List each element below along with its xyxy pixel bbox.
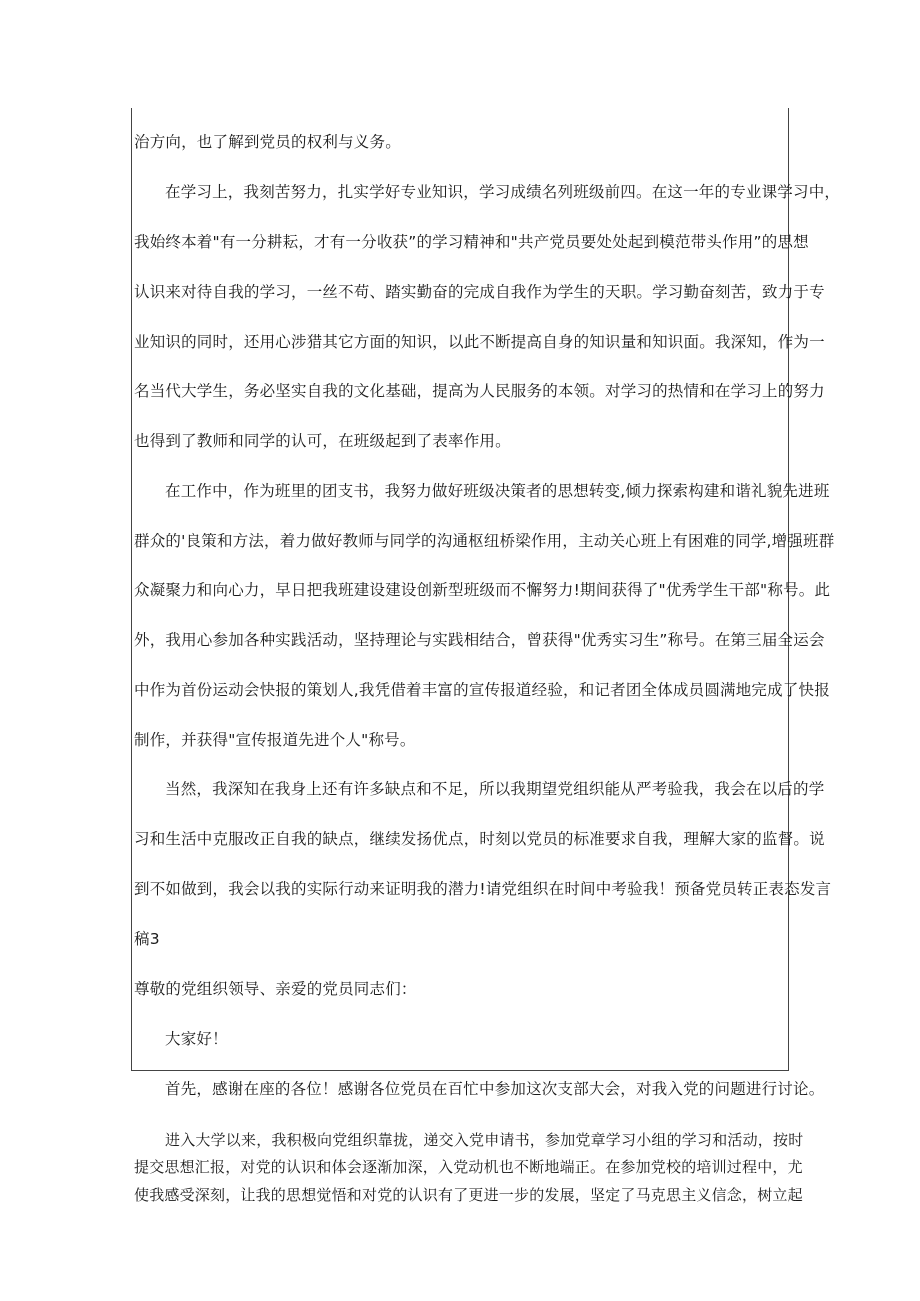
greeting: 大家好！	[165, 1030, 228, 1048]
paragraph-line: 我始终本着"有一分耕耘，才有一分收获”的学习精神和"共产党员要处处起到模范带头作用”的思想	[134, 233, 809, 251]
paragraph-line: 也得到了教师和同学的认可，在班级起到了表率作用。	[134, 432, 511, 450]
paragraph-line: 习和生活中克服改正自我的缺点，继续发扬优点，时刻以党员的标准要求自我，理解大家的监督。说	[134, 830, 825, 848]
paragraph-line: 提交思想汇报，对党的认识和体会逐渐加深，入党动机也不断地端正。在参加党校的培训过程中，尤	[134, 1158, 803, 1176]
paragraph-line: 名当代大学生，务必坚实自我的文化基础，提高为人民服务的本领。对学习的热情和在学习上的努力	[134, 382, 825, 400]
paragraph-line: 在工作中，作为班里的团支书，我努力做好班级决策者的思想转变,倾力探索构建和谐礼貌先进班	[165, 482, 830, 500]
paragraph-line: 群众的'良策和方法，着力做好教师与同学的沟通枢纽桥梁作用，主动关心班上有困难的同学,增强班群	[134, 532, 835, 550]
paragraph-line: 稿3	[134, 930, 160, 948]
paragraph-line: 认识来对待自我的学习，一丝不苟、踏实勤奋的完成自我作为学生的天职。学习勤奋刻苦，致力于专	[134, 283, 825, 301]
paragraph-line: 制作，并获得"宣传报道先进个人"称号。	[134, 731, 416, 749]
paragraph-line: 外，我用心参加各种实践活动，坚持理论与实践相结合，曾获得"优秀实习生”称号。在第三届全运会	[134, 631, 825, 649]
paragraph-line: 使我感受深刻，让我的思想觉悟和对党的认识有了更进一步的发展，坚定了马克思主义信念，树立起	[134, 1186, 803, 1204]
paragraph-line: 到不如做到，我会以我的实际行动来证明我的潜力!请党组织在时间中考验我！预备党员转正表态发言	[134, 880, 832, 898]
paragraph-line: 治方向，也了解到党员的权利与义务。	[134, 133, 401, 151]
paragraph-line: 在学习上，我刻苦努力，扎实学好专业知识，学习成绩名列班级前四。在这一年的专业课学习中，	[165, 183, 841, 201]
paragraph-line: 众凝聚力和向心力，早日把我班建设建设创新型班级而不懈努力!期间获得了"优秀学生干部"称号。此	[134, 581, 831, 599]
paragraph-line: 首先，感谢在座的各位！感谢各位党员在百忙中参加这次支部大会，对我入党的问题进行讨论。	[165, 1080, 825, 1098]
paragraph-line: 中作为首份运动会快报的策划人,我凭借着丰富的宣传报道经验，和记者团全体成员圆满地完成了快报	[134, 681, 830, 699]
salutation: 尊敬的党组织领导、亲爱的党员同志们：	[134, 980, 417, 998]
paragraph-line: 业知识的同时，还用心涉猎其它方面的知识，以此不断提高自身的知识量和知识面。我深知，作为一	[134, 333, 825, 351]
paragraph-line: 进入大学以来，我积极向党组织靠拢，递交入党申请书，参加党章学习小组的学习和活动，按时	[165, 1131, 804, 1149]
paragraph-line: 当然，我深知在我身上还有许多缺点和不足，所以我期望党组织能从严考验我，我会在以后的学	[165, 780, 825, 798]
